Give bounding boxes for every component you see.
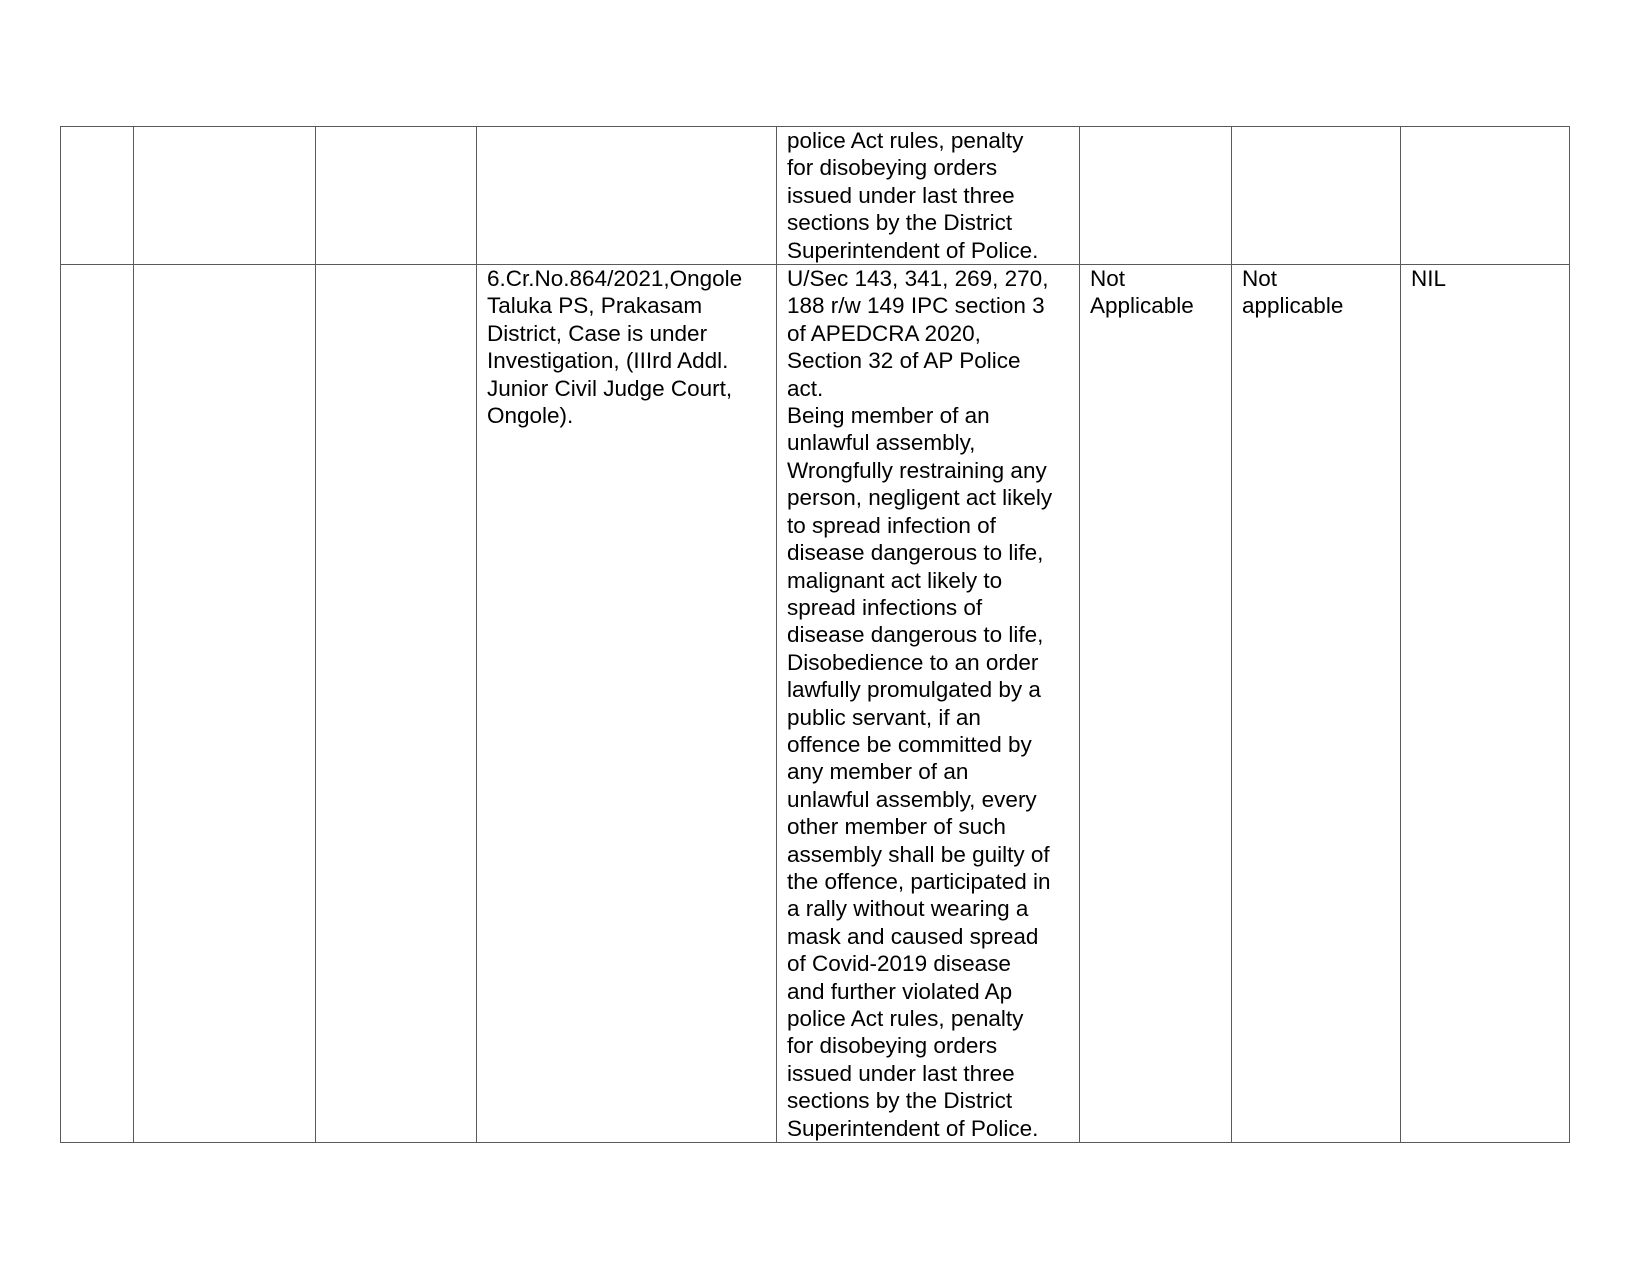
table-cell-col3 [316,265,477,1143]
table-cell-serial [61,127,134,265]
table-row [61,265,1570,1143]
nil-text: NIL [1411,266,1447,292]
table-cell-case-details [477,265,777,1143]
offences-text: U/Sec 143, 341, 269, 270, 188 r/w 149 IPC section 3 of APEDCRA 2020, Section 32 of AP Police act. Being member of an unlawful assembly, Wrongfully restraining any person, negligent act likely to spread infection of disease dangerous to life, malignant act likely to spread infections of disease dangerous to life, Disobedience to an order lawfully promulgated by a public servant, if an offence be committed by any member of an unlawful assembly, every other member of such assembly shall be guilty of the offence, participated in a rally without wearing a mask and caused spread of Covid-2019 disease and further violated Ap police Act rules, penalty for disobeying orders issued under last three sections by the District Superintendent of Police. [787,266,1053,1141]
table-cell-col8 [1401,127,1570,265]
case-details-table [60,126,1570,1143]
table-cell-col3 [316,127,477,265]
table-cell-col7 [1232,265,1401,1143]
table-row [61,127,1570,265]
table-cell-col7 [1232,127,1401,265]
offences-text: police Act rules, penalty for disobeying orders issued under last three sections by the District Superintendent of Police. [787,128,1039,263]
table-cell-case-details [477,127,777,265]
table-cell-col2 [134,127,316,265]
table-cell-offences [777,265,1080,1143]
table-cell-offences [777,127,1080,265]
applicability-text: Not applicable [1242,266,1344,319]
table-cell-col6 [1080,127,1232,265]
table-cell-serial [61,265,134,1143]
case-details-text: 6.Cr.No.864/2021,Ongole Taluka PS, Prakasam District, Case is under Investigation, (IIIrd Addl. Junior Civil Judge Court, Ongole). [487,266,743,429]
table-cell-col8 [1401,265,1570,1143]
table-cell-col2 [134,265,316,1143]
table-cell-col6 [1080,265,1232,1143]
applicability-text: Not Applicable [1090,266,1194,319]
